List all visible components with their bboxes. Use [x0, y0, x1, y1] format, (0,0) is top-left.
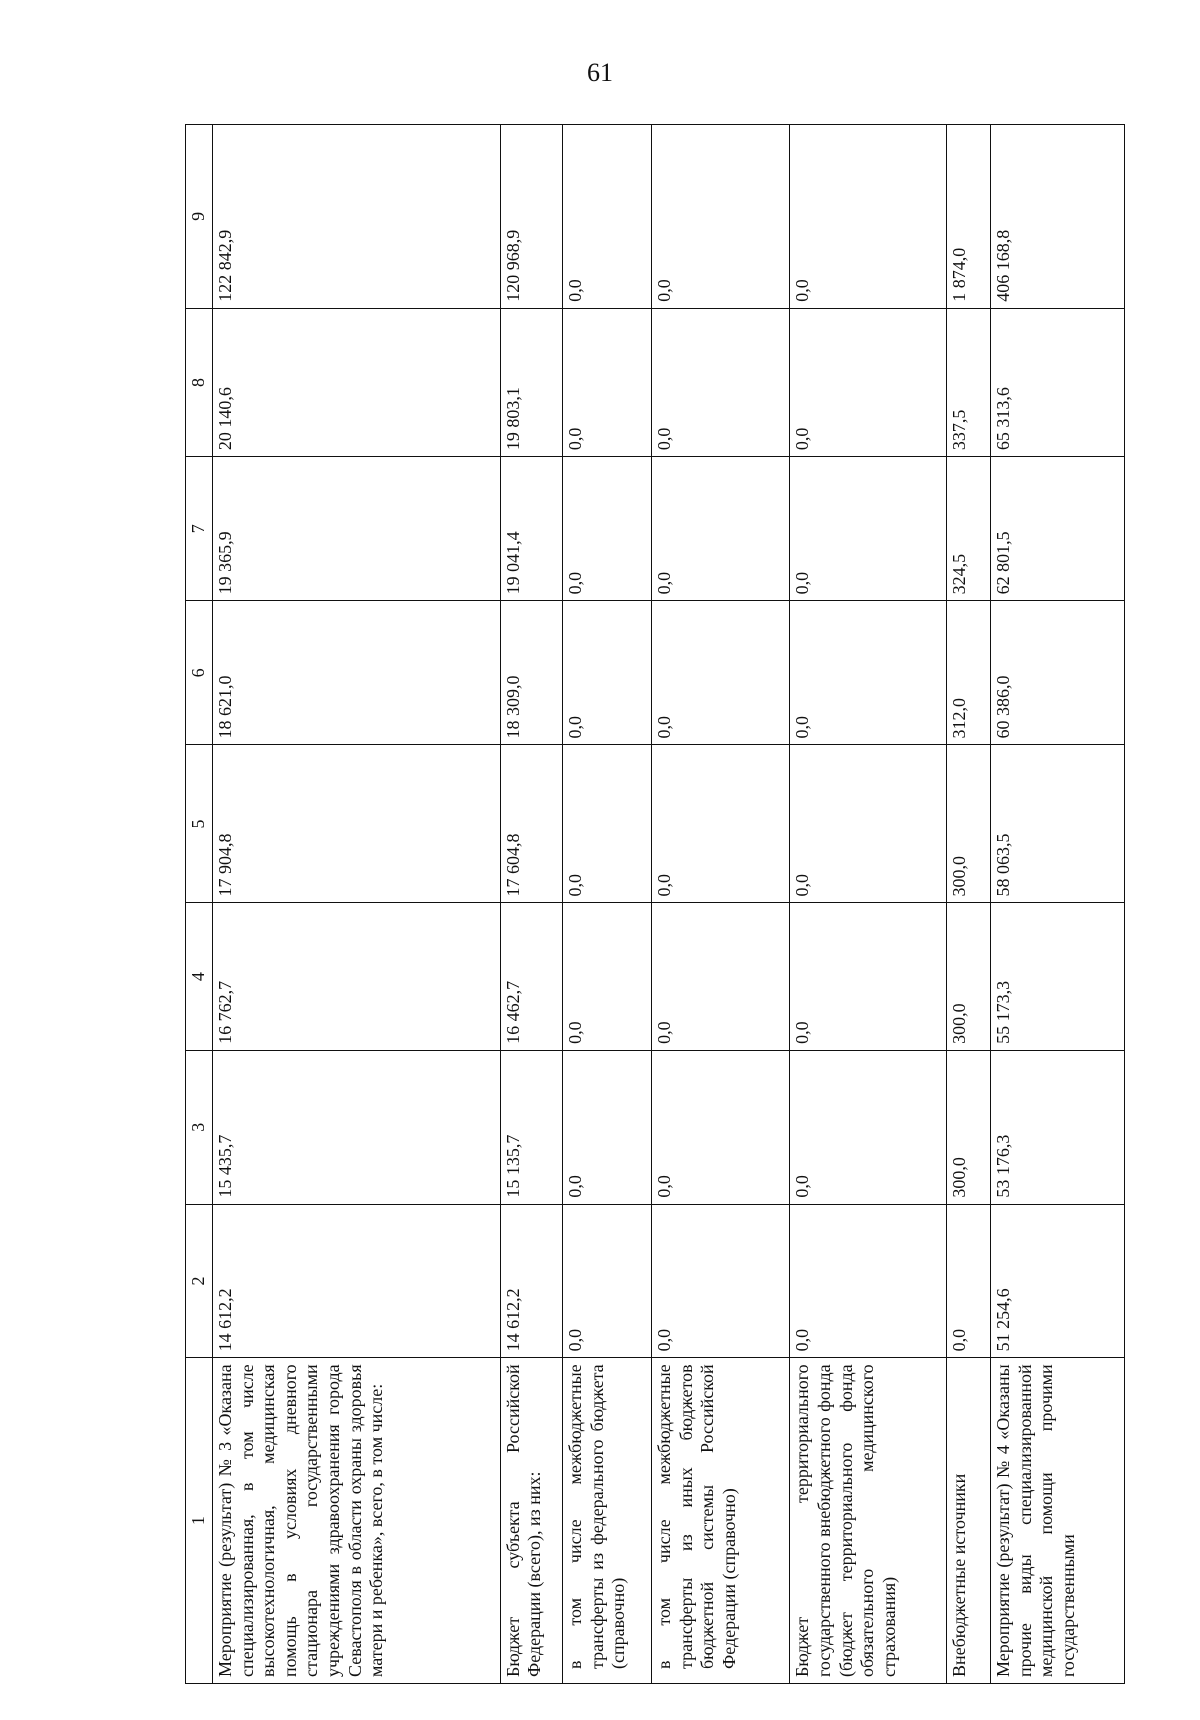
table-row	[563, 125, 652, 1684]
value-cell: 16 762,7	[213, 903, 501, 1050]
value-cell: 62 801,5	[991, 457, 1125, 601]
value-cell: 0,0	[790, 125, 946, 309]
value-cell: 0,0	[652, 308, 790, 456]
table-row	[991, 125, 1125, 1684]
value-cell: 0,0	[563, 745, 652, 903]
header-cell: 3	[186, 1050, 213, 1204]
value-cell: 300,0	[946, 745, 991, 903]
row-label: в том числе межбюджетные трансферты из иных бюджетов бюджетной системы Российской Федерации (справочно)	[652, 1358, 790, 1684]
value-cell: 300,0	[946, 1050, 991, 1204]
value-cell: 0,0	[790, 903, 946, 1050]
value-cell: 0,0	[563, 601, 652, 745]
value-cell: 0,0	[790, 308, 946, 456]
value-cell: 19 041,4	[500, 457, 562, 601]
value-cell: 17 604,8	[500, 745, 562, 903]
header-cell: 7	[186, 457, 213, 601]
value-cell: 55 173,3	[991, 903, 1125, 1050]
rotated-table-container	[185, 124, 1125, 1684]
value-cell: 0,0	[790, 457, 946, 601]
value-cell: 0,0	[790, 1204, 946, 1358]
row-label: Внебюджетные источники	[946, 1358, 991, 1684]
header-cell: 1	[186, 1358, 213, 1684]
budget-table	[185, 124, 1125, 1684]
value-cell: 17 904,8	[213, 745, 501, 903]
value-cell: 0,0	[652, 457, 790, 601]
value-cell: 0,0	[563, 903, 652, 1050]
row-label: Мероприятие (результат) № 3 «Оказана специализированная, в том числе высокотехнологичная, медицинская помощь в условиях дневного стационара государственными учреждениями здравоохранения города Севастополя в области охраны здоровья матери и ребенка», всего, в том числе:	[213, 1358, 501, 1684]
value-cell: 312,0	[946, 601, 991, 745]
table-row	[790, 125, 946, 1684]
value-cell: 65 313,6	[991, 308, 1125, 456]
value-cell: 0,0	[652, 903, 790, 1050]
row-label: Бюджет субъекта Российской Федерации (всего), из них:	[500, 1358, 562, 1684]
table-row	[946, 125, 991, 1684]
value-cell: 0,0	[790, 601, 946, 745]
value-cell: 51 254,6	[991, 1204, 1125, 1358]
value-cell: 58 063,5	[991, 745, 1125, 903]
value-cell: 0,0	[790, 1050, 946, 1204]
row-label: Бюджет территориального государственного внебюджетного фонда (бюджет территориального фонда обязательного медицинского страхования)	[790, 1358, 946, 1684]
value-cell: 18 621,0	[213, 601, 501, 745]
value-cell: 300,0	[946, 903, 991, 1050]
value-cell: 0,0	[563, 1204, 652, 1358]
header-cell: 9	[186, 125, 213, 309]
value-cell: 16 462,7	[500, 903, 562, 1050]
value-cell: 15 135,7	[500, 1050, 562, 1204]
header-cell: 6	[186, 601, 213, 745]
value-cell: 19 365,9	[213, 457, 501, 601]
value-cell: 0,0	[946, 1204, 991, 1358]
value-cell: 406 168,8	[991, 125, 1125, 309]
value-cell: 15 435,7	[213, 1050, 501, 1204]
value-cell: 0,0	[563, 1050, 652, 1204]
value-cell: 0,0	[563, 308, 652, 456]
value-cell: 20 140,6	[213, 308, 501, 456]
value-cell: 0,0	[652, 1050, 790, 1204]
value-cell: 14 612,2	[213, 1204, 501, 1358]
value-cell: 14 612,2	[500, 1204, 562, 1358]
value-cell: 0,0	[790, 745, 946, 903]
value-cell: 324,5	[946, 457, 991, 601]
header-cell: 4	[186, 903, 213, 1050]
value-cell: 0,0	[652, 1204, 790, 1358]
value-cell: 0,0	[652, 601, 790, 745]
table-row	[652, 125, 790, 1684]
value-cell: 1 874,0	[946, 125, 991, 309]
table-row	[213, 125, 501, 1684]
value-cell: 60 386,0	[991, 601, 1125, 745]
table-header-row	[186, 125, 213, 1684]
row-label: в том числе межбюджетные трансферты из федерального бюджета (справочно)	[563, 1358, 652, 1684]
value-cell: 53 176,3	[991, 1050, 1125, 1204]
header-cell: 2	[186, 1204, 213, 1358]
value-cell: 0,0	[563, 457, 652, 601]
row-label: Мероприятие (результат) № 4 «Оказаны прочие виды специализированной медицинской помощи прочими государственными	[991, 1358, 1125, 1684]
header-cell: 5	[186, 745, 213, 903]
table-row	[500, 125, 562, 1684]
value-cell: 337,5	[946, 308, 991, 456]
value-cell: 0,0	[563, 125, 652, 309]
page-number: 61	[587, 58, 613, 87]
value-cell: 19 803,1	[500, 308, 562, 456]
value-cell: 0,0	[652, 745, 790, 903]
value-cell: 120 968,9	[500, 125, 562, 309]
header-cell: 8	[186, 308, 213, 456]
value-cell: 18 309,0	[500, 601, 562, 745]
value-cell: 122 842,9	[213, 125, 501, 309]
value-cell: 0,0	[652, 125, 790, 309]
